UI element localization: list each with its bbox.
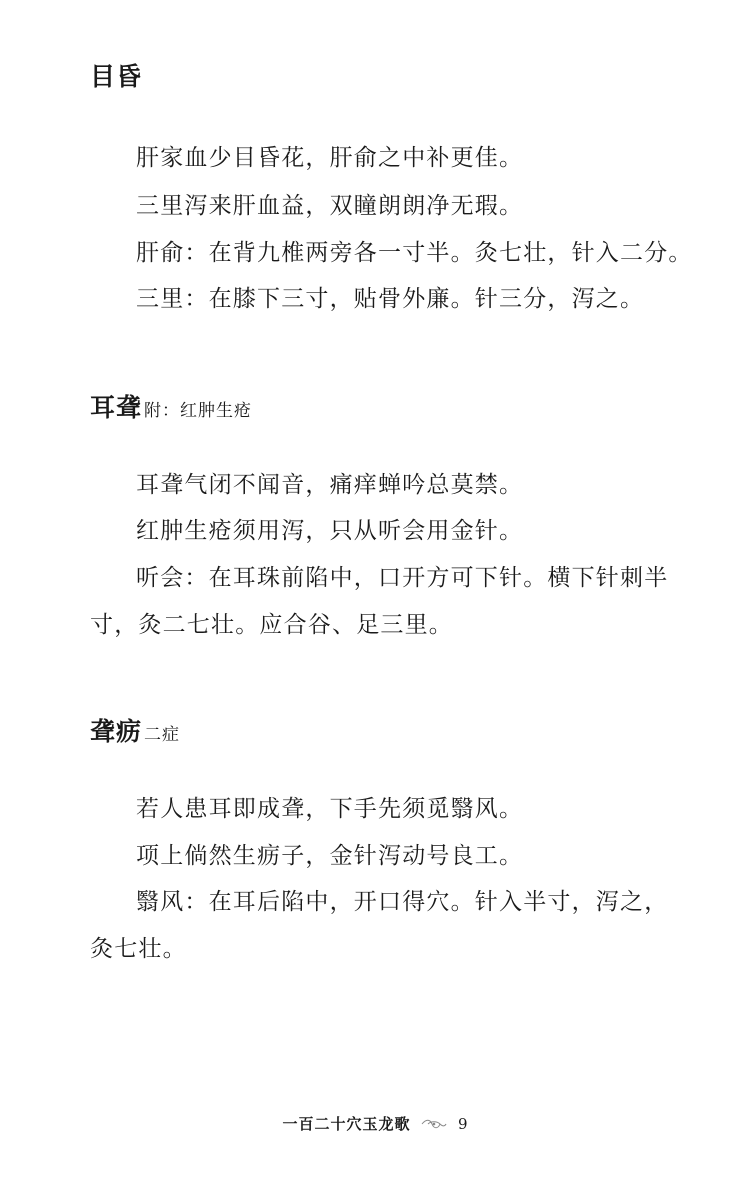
verse-line: 项上倘然生疬子，金针泻动号良工。 <box>136 843 524 869</box>
page-footer <box>0 1117 750 1133</box>
section-note: 二症 <box>144 725 181 745</box>
acupoint-note: 肝俞：在背九椎两旁各一寸半。灸七壮，针入二分。 <box>136 240 693 266</box>
section-title: 耳聋 <box>90 393 143 422</box>
page-number: 9 <box>458 1115 468 1133</box>
decorative-swirl-icon <box>421 1118 447 1133</box>
acupoint-note: 听会：在耳珠前陷中，口开方可下针。横下针刺半 <box>136 565 669 591</box>
section-heading <box>90 719 180 744</box>
acupoint-note-continued: 寸，灸二七壮。应合谷、足三里。 <box>90 612 453 638</box>
acupoint-note: 三里：在膝下三寸，贴骨外廉。针三分，泻之。 <box>136 286 645 312</box>
verse-line: 若人患耳即成聋，下手先须觅翳风。 <box>136 796 524 822</box>
verse-line: 肝家血少目昏花，肝俞之中补更佳。 <box>136 145 524 171</box>
section-heading <box>90 64 144 89</box>
running-title: 一百二十穴玉龙歌 <box>282 1115 411 1133</box>
verse-line: 耳聋气闭不闻音，痛痒蝉吟总莫禁。 <box>136 472 524 498</box>
acupoint-note-continued: 灸七壮。 <box>90 936 187 962</box>
section-note: 附：红肿生疮 <box>144 401 253 421</box>
section-title: 目昏 <box>90 62 143 91</box>
verse-line: 红肿生疮须用泻，只从听会用金针。 <box>136 518 524 544</box>
section-heading <box>90 395 252 420</box>
acupoint-note: 翳风：在耳后陷中，开口得穴。针入半寸，泻之， <box>136 889 669 915</box>
verse-line: 三里泻来肝血益，双瞳朗朗净无瑕。 <box>136 193 524 219</box>
section-title: 聋疬 <box>90 717 143 746</box>
